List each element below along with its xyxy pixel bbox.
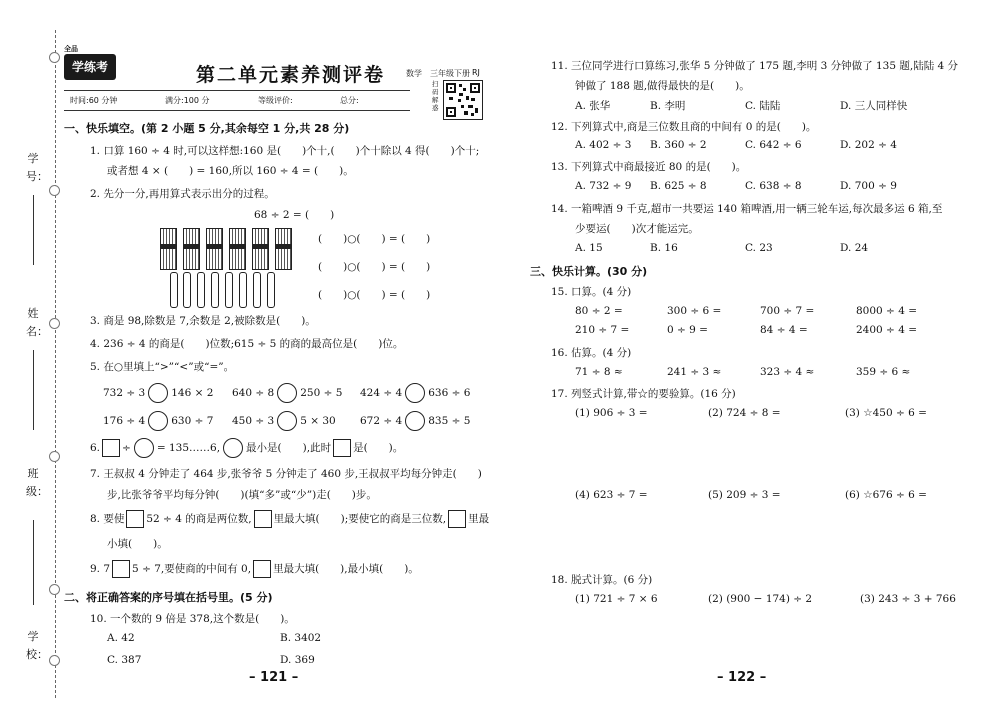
q15-item: 300 ÷ 6 = xyxy=(667,305,722,317)
q15-item: 0 ÷ 9 = xyxy=(667,324,708,336)
compare-circle-input[interactable] xyxy=(277,411,297,431)
q15-item: 8000 ÷ 4 = xyxy=(856,305,918,317)
q5-left-expr: 176 ÷ 4 xyxy=(103,415,146,427)
q16-item: 323 ÷ 4 ≈ xyxy=(760,366,815,378)
stick-icon xyxy=(267,272,275,308)
stick-bundle-icon xyxy=(229,228,246,270)
q12-option[interactable]: B. 360 ÷ 2 xyxy=(650,139,707,151)
question-2-equation: 68 ÷ 2 = ( ) xyxy=(254,209,335,221)
q18-item: (2) (900 − 174) ÷ 2 xyxy=(708,593,813,605)
q13-option[interactable]: C. 638 ÷ 8 xyxy=(745,180,802,192)
stick-icon xyxy=(170,272,178,308)
blank-box-input[interactable] xyxy=(448,510,466,528)
binding-hole xyxy=(49,584,60,595)
blank-box-input[interactable] xyxy=(112,560,130,578)
section-1-heading: 一、快乐填空。(第 2 小题 5 分,其余每空 1 分,共 28 分) xyxy=(64,122,350,135)
subject-label: 数学 xyxy=(406,69,422,78)
stick-icon xyxy=(239,272,247,308)
q15-item: 210 ÷ 7 = xyxy=(575,324,630,336)
q9-mid-text: 5 ÷ 7,要使商的中间有 0, xyxy=(132,563,252,575)
blank-box-input[interactable] xyxy=(333,439,351,457)
q17-item: (5) 209 ÷ 3 = xyxy=(708,489,781,501)
stick-bundle-icon xyxy=(252,228,269,270)
blank-box-input[interactable] xyxy=(254,510,272,528)
student-id-line[interactable] xyxy=(33,195,34,265)
q5-compare-item xyxy=(232,383,342,403)
student-id-label: 学号： xyxy=(26,152,48,183)
stick-icon xyxy=(253,272,261,308)
q11-option[interactable]: A. 张华 xyxy=(575,100,611,112)
question-14-line-2: 少要运( )次才能运完。 xyxy=(575,223,699,235)
stick-icon xyxy=(197,272,205,308)
total-label: 总分: xyxy=(340,96,359,105)
blank-box-input[interactable] xyxy=(253,560,271,578)
stick-bundle-icon xyxy=(183,228,200,270)
q8-mid2-text: 里最大填( );要使它的商是三位数, xyxy=(273,513,447,525)
q5-right-expr: 630 ÷ 7 xyxy=(171,415,214,427)
page-title: 第二单元素养测评卷 xyxy=(196,64,386,86)
q5-right-expr: 250 ÷ 5 xyxy=(300,387,343,399)
blank-circle-input[interactable] xyxy=(223,438,243,458)
q8-end-text: 里最 xyxy=(468,513,490,525)
q5-right-expr: 636 ÷ 6 xyxy=(428,387,471,399)
stick-bundle-icon xyxy=(275,228,292,270)
q2-fill-row-1[interactable] xyxy=(318,231,430,246)
stick-icon xyxy=(183,272,191,308)
q15-item: 700 ÷ 7 = xyxy=(760,305,815,317)
question-16-text: 16. 估算。(4 分) xyxy=(551,347,632,359)
q11-option[interactable]: C. 陆陆 xyxy=(745,100,781,112)
name-line[interactable] xyxy=(33,350,34,430)
question-6-line xyxy=(90,438,403,458)
blank-box-input[interactable] xyxy=(102,439,120,457)
question-5-text: 5. 在○里填上“>”“<”或“=”。 xyxy=(90,361,235,373)
name-label: 姓名： xyxy=(26,307,48,338)
q16-item: 241 ÷ 3 ≈ xyxy=(667,366,722,378)
q13-option[interactable]: D. 700 ÷ 9 xyxy=(840,180,897,192)
q12-option[interactable]: C. 642 ÷ 6 xyxy=(745,139,802,151)
logo-small-text: 全品 xyxy=(64,45,78,53)
q5-right-expr: 146 × 2 xyxy=(171,387,214,399)
question-3-text: 3. 商是 98,除数是 7,余数是 2,被除数是( )。 xyxy=(90,315,316,327)
q5-right-expr: 5 × 30 xyxy=(300,415,336,427)
q6-number: 6. xyxy=(90,442,101,454)
compare-circle-input[interactable] xyxy=(405,411,425,431)
question-11-line-1: 11. 三位同学进行口算练习,张华 5 分钟做了 175 题,李明 3 分钟做了 135 题,陆陆 4 分 xyxy=(551,60,959,72)
section-2-heading: 二、将正确答案的序号填在括号里。(5 分) xyxy=(64,591,273,604)
qr-caption: 扫码解惑 xyxy=(432,80,439,112)
q14-option[interactable]: B. 16 xyxy=(650,242,678,254)
section-3-heading: 三、快乐计算。(30 分) xyxy=(530,265,648,278)
binding-hole xyxy=(49,52,60,63)
compare-circle-input[interactable] xyxy=(148,383,168,403)
class-label: 班级： xyxy=(26,467,48,498)
q14-option[interactable]: A. 15 xyxy=(575,242,603,254)
question-11-line-2: 钟做了 188 题,做得最快的是( )。 xyxy=(575,80,750,92)
stick-bundle-icon xyxy=(160,228,177,270)
q6-divide: ÷ xyxy=(122,442,131,454)
q15-item: 2400 ÷ 4 = xyxy=(856,324,918,336)
question-7-line-1: 7. 王叔叔 4 分钟走了 464 步,张爷爷 5 分钟走了 460 步,王叔叔平均每分钟走( ) xyxy=(90,468,482,480)
q5-left-expr: 424 ÷ 4 xyxy=(360,387,403,399)
question-12-text: 12. 下列算式中,商是三位数且商的中间有 0 的是( )。 xyxy=(551,121,817,133)
edition-label: RJ xyxy=(472,68,480,77)
question-15-text: 15. 口算。(4 分) xyxy=(551,286,632,298)
q5-compare-item xyxy=(232,411,336,431)
compare-circle-input[interactable] xyxy=(277,383,297,403)
q13-option[interactable]: B. 625 ÷ 8 xyxy=(650,180,707,192)
q16-item: 359 ÷ 6 ≈ xyxy=(856,366,911,378)
q8-pre-text: 8. 要使 xyxy=(90,513,125,525)
blank-circle-input[interactable] xyxy=(134,438,154,458)
q17-item: (1) 906 ÷ 3 = xyxy=(575,407,648,419)
q5-right-expr: 835 ÷ 5 xyxy=(428,415,471,427)
class-line[interactable] xyxy=(33,520,34,605)
q14-option[interactable]: D. 24 xyxy=(840,242,869,254)
q5-left-expr: 732 ÷ 3 xyxy=(103,387,146,399)
question-17-text: 17. 列竖式计算,带☆的要验算。(16 分) xyxy=(551,388,736,400)
compare-circle-input[interactable] xyxy=(148,411,168,431)
brand-logo xyxy=(64,45,116,80)
question-2-text: 2. 先分一分,再用算式表示出分的过程。 xyxy=(90,188,275,200)
binding-hole xyxy=(49,451,60,462)
blank-box-input[interactable] xyxy=(126,510,144,528)
q5-compare-item xyxy=(360,383,470,403)
question-1-line-1: 1. 口算 160 ÷ 4 时,可以这样想:160 是( )个十,( )个十除以 4 得( )个十; xyxy=(90,145,480,157)
full-score-label: 满分:100 分 xyxy=(165,96,210,105)
q15-item: 84 ÷ 4 = xyxy=(760,324,808,336)
q13-option[interactable]: A. 732 ÷ 9 xyxy=(575,180,632,192)
q14-option[interactable]: C. 23 xyxy=(745,242,773,254)
q18-item: (3) 243 ÷ 3 + 766 xyxy=(860,593,956,605)
q9-end-text: 里最大填( ),最小填( )。 xyxy=(273,563,419,575)
q8-mid-text: 52 ÷ 4 的商是两位数, xyxy=(146,513,252,525)
q17-item: (6) ☆676 ÷ 6 = xyxy=(845,489,927,501)
page-number-left: – 121 – xyxy=(249,670,299,685)
q2-fill-row-text: ( )○( ) = ( ) xyxy=(318,289,431,301)
q11-option[interactable]: D. 三人同样快 xyxy=(840,100,908,112)
q17-item: (2) 724 ÷ 8 = xyxy=(708,407,781,419)
compare-circle-input[interactable] xyxy=(405,383,425,403)
q10-option[interactable]: A. 42 xyxy=(107,632,135,644)
q17-item: (4) 623 ÷ 7 = xyxy=(575,489,648,501)
q5-compare-item xyxy=(103,411,213,431)
q10-option[interactable]: D. 369 xyxy=(280,654,315,666)
q5-compare-item xyxy=(103,383,213,403)
q5-compare-item xyxy=(360,411,470,431)
time-label: 时间:60 分钟 xyxy=(70,96,118,105)
q2-fill-row-text: ( )○( ) = ( ) xyxy=(318,261,431,273)
question-4-text: 4. 236 ÷ 4 的商是( )位数;615 ÷ 5 的商的最高位是( )位。 xyxy=(90,338,404,350)
q15-item: 80 ÷ 2 = xyxy=(575,305,623,317)
question-8-line-1 xyxy=(90,510,489,528)
q12-option[interactable]: A. 402 ÷ 3 xyxy=(575,139,632,151)
question-10-text: 10. 一个数的 9 倍是 378,这个数是( )。 xyxy=(90,613,295,625)
q6-min-text: 最小是( ),此时 xyxy=(246,442,332,454)
q2-fill-row-2[interactable] xyxy=(318,259,430,274)
question-18-text: 18. 脱式计算。(6 分) xyxy=(551,574,653,586)
question-7-line-2: 步,比张爷爷平均每分钟( )(填“多”或“少”)走( )步。 xyxy=(107,489,377,501)
question-8-line-2: 小填( )。 xyxy=(107,538,168,550)
binding-hole xyxy=(49,318,60,329)
logo-main-text: 学练考 xyxy=(71,60,108,74)
binding-hole xyxy=(49,655,60,666)
stick-icon xyxy=(225,272,233,308)
q16-item: 71 ÷ 8 ≈ xyxy=(575,366,623,378)
header-rule-top xyxy=(64,90,410,91)
q5-left-expr: 450 ÷ 3 xyxy=(232,415,275,427)
q2-fill-row-3[interactable] xyxy=(318,287,430,302)
binding-dashed-line xyxy=(55,30,56,698)
q5-left-expr: 672 ÷ 4 xyxy=(360,415,403,427)
q2-fill-row-text: ( )○( ) = ( ) xyxy=(318,233,431,245)
grade-label: 三年级下册 xyxy=(430,69,470,78)
question-1-line-2: 或者想 4 × ( ) = 160,所以 160 ÷ 4 = ( )。 xyxy=(107,165,354,177)
q9-pre-text: 9. 7 xyxy=(90,563,111,575)
q12-option[interactable]: D. 202 ÷ 4 xyxy=(840,139,897,151)
stick-bundle-icon xyxy=(206,228,223,270)
question-13-text: 13. 下列算式中商最接近 80 的是( )。 xyxy=(551,161,747,173)
rating-label: 等级评价: xyxy=(258,96,293,105)
qr-code-icon[interactable] xyxy=(443,80,483,120)
school-label: 学校： xyxy=(26,630,48,661)
q6-equation: = 135……6, xyxy=(156,442,221,454)
q18-item: (1) 721 ÷ 7 × 6 xyxy=(575,593,658,605)
q6-end-text: 是( )。 xyxy=(353,442,404,454)
q17-item: (3) ☆450 ÷ 6 = xyxy=(845,407,927,419)
q5-left-expr: 640 ÷ 8 xyxy=(232,387,275,399)
q11-option[interactable]: B. 李明 xyxy=(650,100,686,112)
page-number-right: – 122 – xyxy=(717,670,767,685)
header-rule-bottom xyxy=(64,110,410,111)
q10-option[interactable]: C. 387 xyxy=(107,654,142,666)
stick-icon xyxy=(211,272,219,308)
question-9-line xyxy=(90,560,419,578)
binding-hole xyxy=(49,185,60,196)
q10-option[interactable]: B. 3402 xyxy=(280,632,322,644)
question-14-line-1: 14. 一箱啤酒 9 千克,超市一共要运 140 箱啤酒,用一辆三轮车运,每次最多运 6 箱,至 xyxy=(551,203,943,215)
